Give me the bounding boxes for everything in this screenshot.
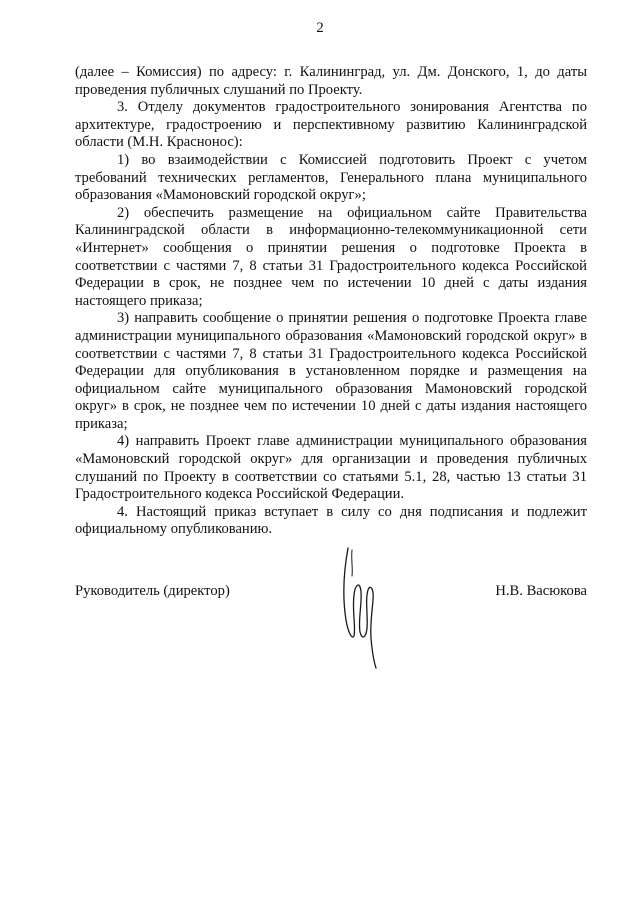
paragraph-continuation: (далее – Комиссия) по адресу: г. Калининград, ул. Дм. Донского, 1, до даты проведения публичных слушаний по Проекту. [75,64,587,98]
signatory-role: Руководитель (директор) [75,583,230,599]
paragraph-subitem-4: 4) направить Проект главе администрации муниципального образования «Мамоновский городской округ» для организации и проведения публичных слушаний по Проекту в соответствии со статьями 5.1, 28, частью 13 статьи 31 Градостроительного кодекса Российской Федерации. [75,433,587,503]
paragraph-subitem-1: 1) во взаимодействии с Комиссией подготовить Проект с учетом требований технических регламентов, Генерального плана муниципального образования «Мамоновский городской округ»; [75,151,587,204]
paragraph-item-3: 3. Отделу документов градостроительного зонирования Агентства по архитектуре, градостроению и перспективному развитию Калининградской области (М.Н. Краснонос): [75,99,587,151]
paragraph-subitem-3: 3) направить сообщение о принятии решения о подготовке Проекта главе администрации муниципального образования «Мамоновский городской округ» в соответствии с частями 7, 8 статьи 31 Градостроительного кодекса Российской Федерации для опубликования в установленном порядке и размещения на официальном сайте муниципального образования Мамоновский городской округ» в срок, не позднее чем по истечении 10 дней с даты издания настоящего приказа; [75,310,587,432]
paragraph-subitem-2: 2) обеспечить размещение на официальном сайте Правительства Калининградской области в информационно-телекоммуникационной сети «Интернет» сообщения о принятии решения о подготовке Проекта в соответствии с частями 7, 8 статьи 31 Градостроительного кодекса Российской Федерации в срок, не позднее чем по истечении 10 дней с даты издания настоящего приказа; [75,204,587,309]
document-body [75,64,587,539]
paragraph-item-4: 4. Настоящий приказ вступает в силу со дня подписания и подлежит официальному опубликованию. [75,503,587,538]
handwritten-signature [330,540,390,670]
signatory-name: Н.В. Васюкова [495,583,587,599]
page-number: 2 [316,20,324,36]
